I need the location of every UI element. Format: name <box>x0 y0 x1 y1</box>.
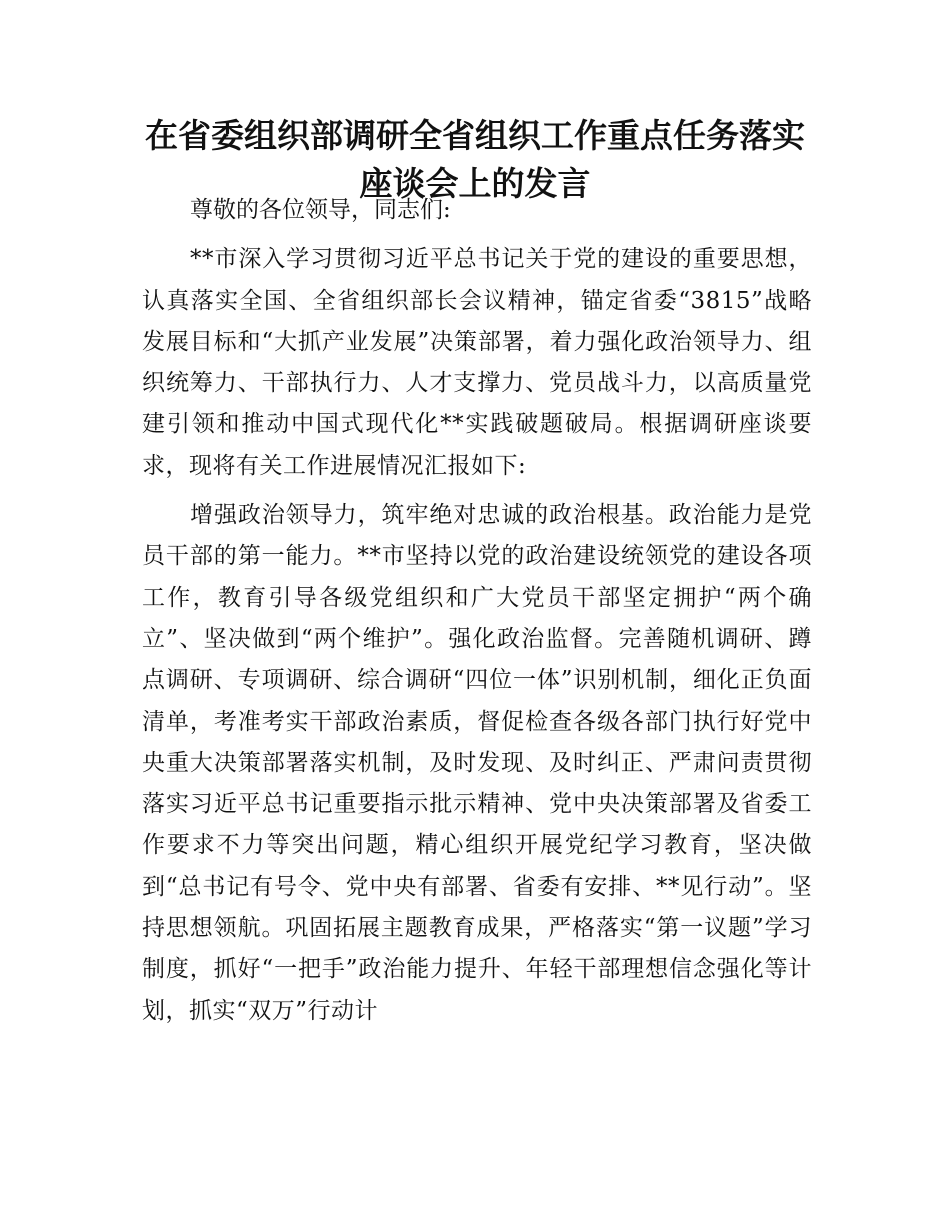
paragraph-political-leadership: 增强政治领导力，筑牢绝对忠诚的政治根基。政治能力是党员干部的第一能力。**市坚持以党的政治建设统领党的建设各项工作，教育引导各级党组织和广大党员干部坚定拥护“两个确立”、坚决做到“两个维护”。强化政治监督。完善随机调研、蹲点调研、专项调研、综合调研“四位一体”识别机制，细化正负面清单，考准考实干部政治素质，督促检查各级各部门执行好党中央重大决策部署落实机制，及时发现、及时纠正、严肃问责贯彻落实习近平总书记重要指示批示精神、党中央决策部署及省委工作要求不力等突出问题，精心组织开展党纪学习教育，坚决做到“总书记有号令、党中央有部署、省委有安排、**见行动”。坚持思想领航。巩固拓展主题教育成果，严格落实“第一议题”学习制度，抓好“一把手”政治能力提升、年轻干部理想信念强化等计划，抓实“双万”行动计 <box>142 502 812 1024</box>
greeting: 尊敬的各位领导，同志们: <box>190 197 451 223</box>
title-line-1: 在省委组织部调研全省组织工作重点任务落实 <box>145 116 805 155</box>
document-body <box>142 190 812 1032</box>
paragraph-intro: **市深入学习贯彻习近平总书记关于党的建设的重要思想，认真落实全国、全省组织部长会议精神，锚定省委“3815”战略发展目标和“大抓产业发展”决策部署，着力强化政治领导力、组织统筹力、干部执行力、人才支撑力、党员战斗力，以高质量党建引领和推动中国式现代化**实践破题破局。根据调研座谈要求，现将有关工作进展情况汇报如下: <box>142 246 812 479</box>
title-line-2: 座谈会上的发言 <box>359 164 591 203</box>
